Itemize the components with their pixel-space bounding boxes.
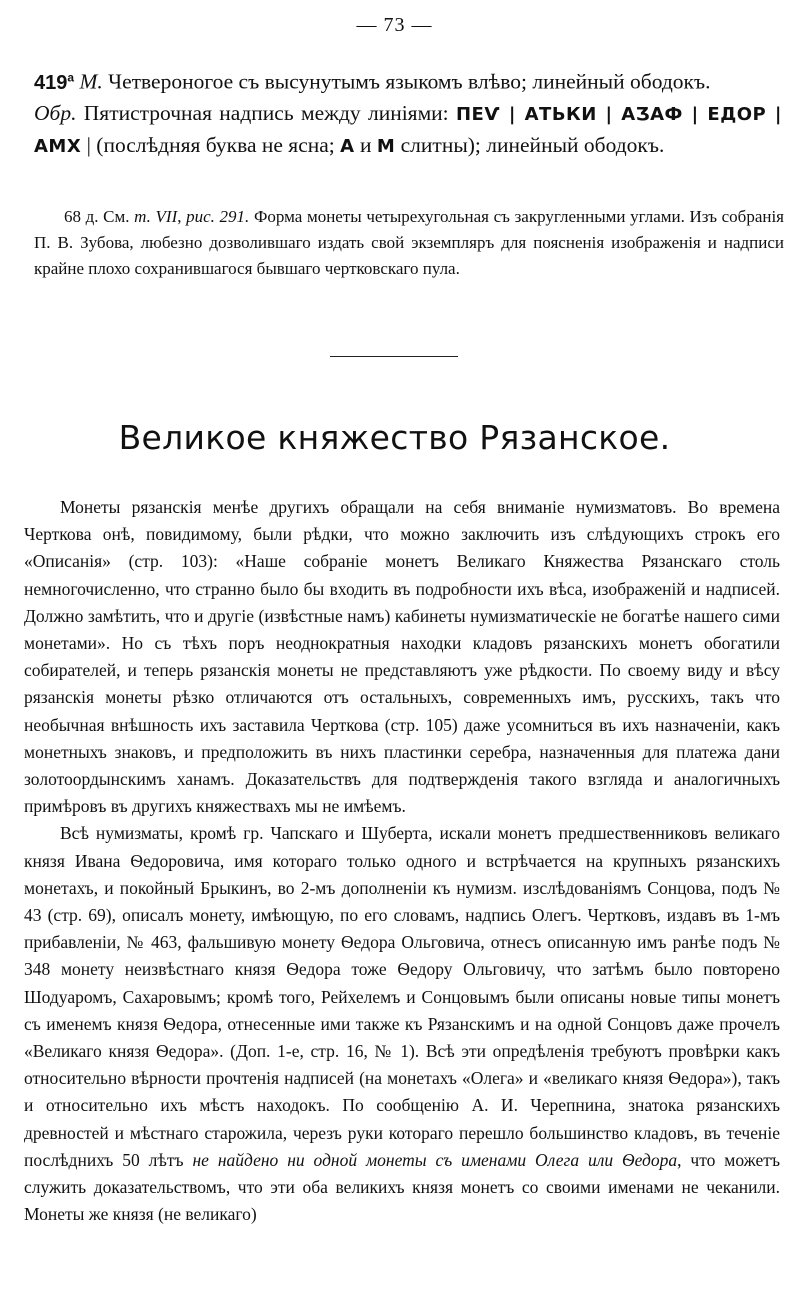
obverse-description: Четвероногое съ высунутымъ языкомъ влѣво; линейный ободокъ. bbox=[102, 69, 711, 94]
reverse-description-1: Пятистрочная надпись между линіями: bbox=[76, 100, 456, 125]
note-figure-ref: рис. 291. bbox=[186, 207, 250, 226]
section-body bbox=[24, 494, 780, 1228]
entry-number: $419^а$ bbox=[34, 70, 75, 94]
note-text: Форма монеты четырехугольная съ закругленными углами. Изъ собранія П. В. Зубова, любезно дозволившаго издать свой экземпляръ для поясненія изображенія и надписи крайне плохо сохранившагося бывшаго чертковскаго пула. bbox=[34, 207, 784, 278]
paragraph: Монеты рязанскія менѣе другихъ обращали на себя вниманіе нумизматовъ. Во времена Черткова онѣ, повидимому, были рѣдки, что можно заключить изъ слѣдующихъ строкъ его «Описанія» (стр. 103): «Наше собраніе монетъ Великаго Княжества Рязанскаго столь немногочисленно, что странно было бы входить въ подробности ихъ вѣса, изображеній и надписей. Должно замѣтить, что и другіе (извѣстные намъ) кабинеты нумизматическіе не богатѣе нашего сими монетами». Но съ тѣхъ поръ неоднократныя находки кладовъ рязанскихъ монетъ обогатили собирателей, и теперь рязанскія монеты не представляютъ уже рѣдкости. По своему виду и вѣсу рязанскія монеты рѣзко отличаются отъ остальныхъ, современныхъ имъ, русскихъ, такъ что необычная внѣшность ихъ заставила Черткова (стр. 105) даже усомниться въ ихъ назначеніи, какъ монетныхъ знаковъ, и предположить въ нихъ пластинки серебра, назначенныя для платежа дани золотоордынскимъ ханамъ. Доказательствъ для подтвержденія такого взгляда и аналогичныхъ примѣровъ въ другихъ княжествахъ мы не имѣемъ. bbox=[24, 497, 780, 817]
reverse-label: Обр. bbox=[34, 100, 77, 125]
obverse-label: М. bbox=[79, 69, 103, 94]
note-lead: 68 д. См. bbox=[64, 207, 135, 226]
section-divider bbox=[330, 356, 458, 357]
reverse-description-3: и bbox=[354, 132, 377, 157]
catalog-entry-419a bbox=[34, 62, 782, 162]
note-table-ref: т. VII bbox=[134, 207, 178, 226]
legend-letter-m: М bbox=[376, 135, 396, 157]
paragraph: Всѣ нумизматы, кромѣ гр. Чапскаго и Шуберта, искали монетъ предшественниковъ великаго князя Ивана Ѳедоровича, имя котораго только одного и встрѣчается на крупныхъ рязанскихъ монетахъ, и покойный Брыкинъ, во 2-мъ дополненіи къ нумизм. изслѣдованіямъ Сонцова, подъ № 43 (стр. 69), описалъ монету, имѣющую, по его словамъ, надпись Олегъ. Чертковъ, издавъ въ 1-мъ прибавленіи, № 463, фальшивую монету Ѳедора Ольговича, отнесъ описанную имъ ранѣе подъ № 348 монету неизвѣстнаго князя Ѳедора тоже Ѳедору Ольговичу, что затѣмъ было повторено Шодуаромъ, Сахаровымъ; кромѣ того, Рейхелемъ и Сонцовымъ были описаны новые типы монетъ съ именемъ князя Ѳедора, отнесенные ими также къ Рязанскимъ и на одной Сонцовъ даже прочелъ «Великаго князя Ѳедора». (Доп. 1-е, стр. 16, № 1). Всѣ эти опредѣленія требуютъ провѣрки какъ относительно вѣрности прочтенія надписей (на монетахъ «Олега» и «великаго князя Ѳедора»), такъ и относительно ихъ мѣстъ находокъ. По сообщенію А. И. Черепнина, знатока рязанскихъ древностей и мѣстнаго старожила, черезъ руки котораго перешло большинство кладовъ, въ теченіе послѣднихъ 50 лѣтъ не найдено ни одной монеты съ именами Олега или Ѳедора, что можетъ служить доказательствомъ, что эти оба великихъ князя монетъ со своими именами не чеканили. Монеты же князя (не великаго) bbox=[24, 823, 780, 1225]
coin-legend: ПЕѴ | АТЬКИ | АӠАФ | ЕДОР | АМХ bbox=[34, 103, 782, 157]
reverse-description-4: слитны); линейный ободокъ. bbox=[395, 132, 665, 157]
page-number: — 73 — bbox=[356, 14, 433, 36]
reverse-description-2: | (послѣдняя буква не ясна; bbox=[81, 132, 341, 157]
section-heading: Великое княжество Рязанское. bbox=[118, 418, 671, 457]
emphasis: не найдено ни одной монеты съ именами Олега или Ѳедора bbox=[192, 1149, 678, 1170]
entry-number-suffix: а bbox=[67, 70, 75, 84]
entry-note: 68 д. См. т. VII, рис. 291. Форма монеты четырехугольная съ закругленными углами. Изъ собранія П. В. Зубова, любезно дозволившаго издать свой экземпляръ для поясненія изображенія и надписи крайне плохо сохранившагося бывшаго чертковскаго пула. bbox=[34, 207, 784, 278]
legend-letter-a: А bbox=[340, 135, 355, 157]
